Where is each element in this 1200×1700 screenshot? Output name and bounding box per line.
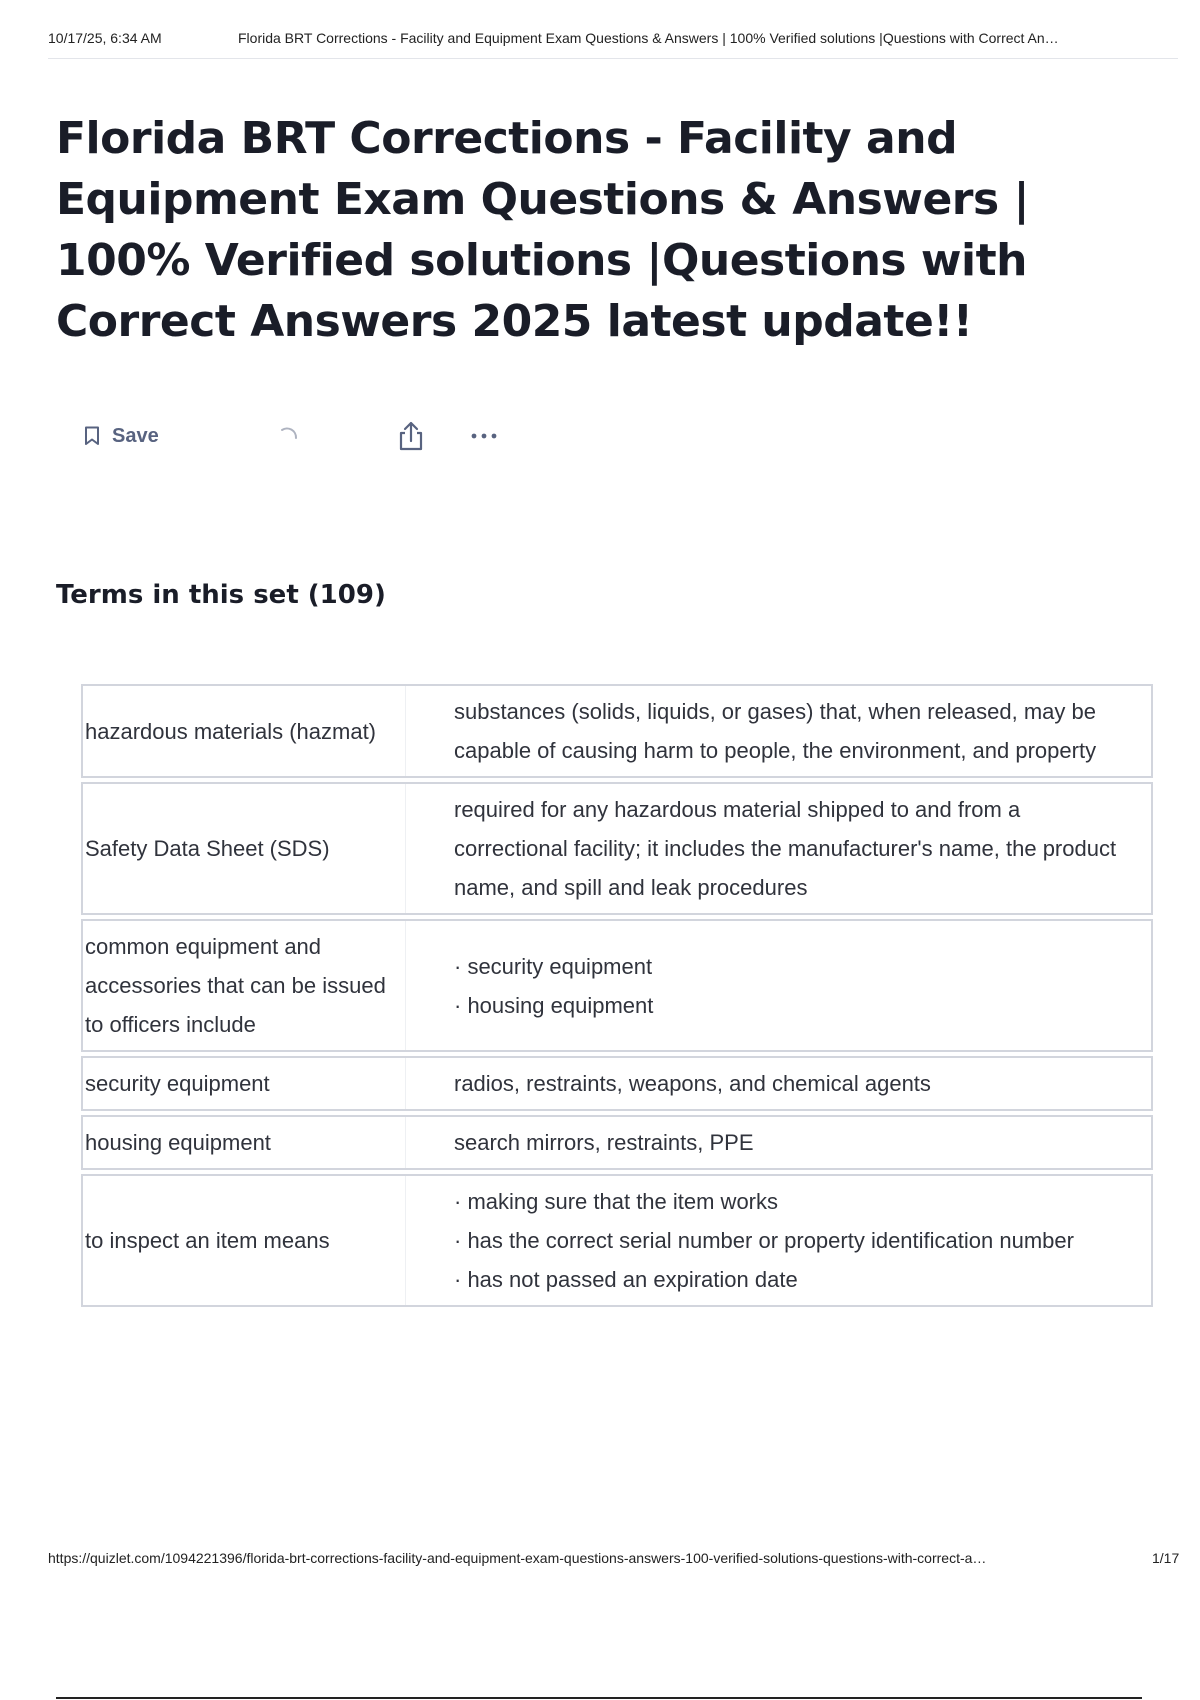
term-row	[82, 685, 1152, 777]
definition-line: search mirrors, restraints, PPE	[454, 1130, 754, 1155]
term-row	[82, 1116, 1152, 1169]
term-row	[82, 1057, 1152, 1110]
definition-line: required for any hazardous material shipped to and from a correctional facility; it includes the manufacturer's name, the product name, and spill and leak procedures	[454, 797, 1117, 900]
definition-line: substances (solids, liquids, or gases) that, when released, may be capable of causing harm to people, the environment, and property	[454, 699, 1097, 763]
bottom-rule	[56, 1697, 1142, 1699]
bookmark-icon	[84, 426, 100, 446]
term-row	[82, 920, 1152, 1051]
term-text: hazardous materials (hazmat)	[82, 685, 406, 777]
loading-spinner-icon	[276, 424, 300, 448]
definition-line: · has the correct serial number or property identification number	[454, 1228, 1074, 1253]
print-url: https://quizlet.com/1094221396/florida-brt-corrections-facility-and-equipment-exam-questions-answers-100-verified-solutions-questions-with-correct-a…	[48, 1550, 987, 1566]
definition-line: · housing equipment	[454, 992, 654, 1018]
term-text: to inspect an item means	[82, 1175, 406, 1306]
definition-cell	[406, 1116, 1153, 1169]
definition-cell	[406, 1057, 1153, 1110]
more-icon[interactable]	[466, 424, 502, 448]
save-button[interactable]	[84, 418, 159, 454]
definition-cell	[406, 920, 1153, 1051]
action-bar	[84, 418, 524, 454]
share-icon[interactable]	[396, 420, 426, 452]
definition-line: · making sure that the item works	[454, 1189, 779, 1214]
terms-heading: Terms in this set (109)	[56, 580, 386, 610]
print-datetime: 10/17/25, 6:34 AM	[48, 30, 162, 46]
print-header	[48, 28, 1178, 59]
term-text: common equipment and accessories that can be issued to officers include	[82, 920, 406, 1051]
definition-line: · has not passed an expiration date	[454, 1267, 798, 1292]
page-number: 1/17	[1152, 1550, 1180, 1566]
terms-table	[81, 684, 1153, 1307]
term-text: housing equipment	[82, 1116, 406, 1169]
definition-cell	[406, 685, 1153, 777]
definition-line: · security equipment	[454, 953, 653, 979]
term-row	[82, 1175, 1152, 1306]
print-page-title: Florida BRT Corrections - Facility and Equipment Exam Questions & Answers | 100% Verified solutions |Questions with Correct An…	[238, 30, 1059, 46]
definition-line: radios, restraints, weapons, and chemical agents	[454, 1071, 931, 1096]
term-text: Safety Data Sheet (SDS)	[82, 783, 406, 914]
save-label: Save	[112, 424, 159, 447]
page-title: Florida BRT Corrections - Facility and Equipment Exam Questions & Answers | 100% Verified solutions |Questions with Correct Answers 2025 latest update!!	[56, 113, 1030, 347]
term-text: security equipment	[82, 1057, 406, 1110]
term-row	[82, 783, 1152, 914]
definition-cell	[406, 1175, 1153, 1306]
definition-cell	[406, 783, 1153, 914]
